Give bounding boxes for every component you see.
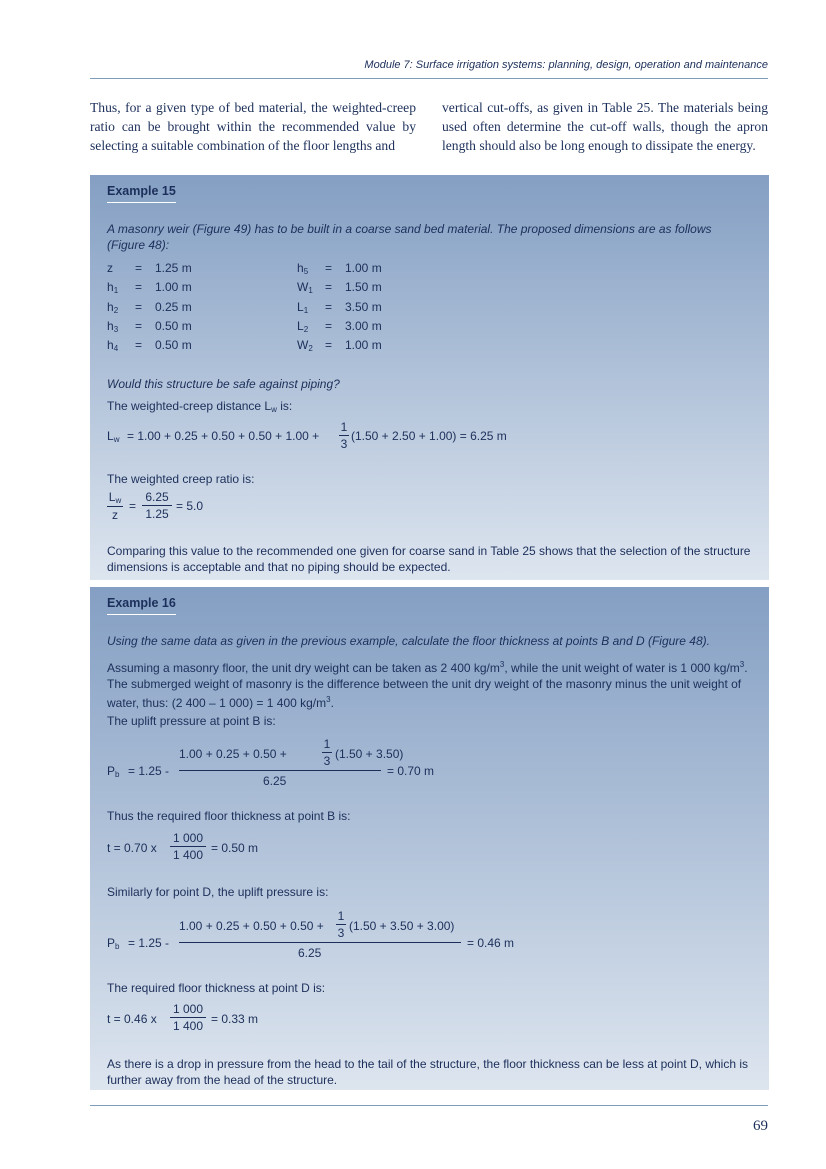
variable-row <box>297 261 382 276</box>
example-16-box <box>90 587 769 1090</box>
pb-third-fraction: $\frac{1}{3}$ <box>323 737 331 768</box>
variable-name: h <box>107 280 114 295</box>
variable-symbol <box>107 280 135 295</box>
variable-equals: = <box>325 261 333 275</box>
footer-rule <box>90 1105 768 1106</box>
variable-subscript: 1 <box>303 305 309 315</box>
variable-value: 1.00 m <box>155 280 192 295</box>
variable-symbol <box>107 261 135 276</box>
pd-denominator: 6.25 <box>298 946 322 960</box>
variable-value: 3.00 m <box>345 318 382 333</box>
intro-column-right: vertical cut-offs, as given in Table 25. The materials being used often determine the cut-off walls, though the apron length should also be long enough to dissipate the energy. <box>442 100 768 153</box>
variable-name: z <box>107 261 113 275</box>
variable-row <box>107 261 192 276</box>
example-16-title: Example 16 <box>107 596 176 615</box>
variable-name: h <box>107 338 114 353</box>
thickness-d-label: The required floor thickness at point D is: <box>107 981 326 995</box>
variable-subscript: 2 <box>113 305 119 315</box>
variable-equals: = <box>135 338 143 353</box>
header-text: Module 7: Surface irrigation systems: planning, design, operation and maintenance <box>364 59 768 71</box>
variable-row <box>297 280 382 295</box>
variable-symbol <box>107 338 135 353</box>
variable-equals: = <box>135 318 143 333</box>
variable-equals: = <box>325 299 333 314</box>
variable-row <box>107 319 192 334</box>
ratio-equals: = <box>129 499 137 513</box>
uplift-d-label: Similarly for point D, the uplift pressure is: <box>107 885 329 899</box>
variable-row <box>297 319 382 334</box>
variable-value: 0.50 m <box>155 338 192 353</box>
variable-subscript: 1 <box>308 286 313 296</box>
pd-minus: = 1.25 - <box>128 936 170 950</box>
variable-value: 1.00 m <box>345 261 382 275</box>
example-15-title: Example 15 <box>107 184 176 203</box>
variable-equals: = <box>325 280 333 295</box>
uplift-b-label: The uplift pressure at point B is: <box>107 714 276 728</box>
tb-result: = 0.50 m <box>211 841 259 855</box>
example-15-question: A masonry weir (Figure 49) has to be built in a coarse sand bed material. The proposed dimensions are as follows (Figure 48): <box>107 222 712 252</box>
td-result: = 0.33 m <box>211 1012 259 1026</box>
variable-value: 0.50 m <box>155 318 192 333</box>
variable-equals: = <box>325 318 333 333</box>
pd-lhs: $P_b$ <box>107 936 120 951</box>
td-lhs: t = 0.46 x <box>107 1012 157 1026</box>
variable-equals: = <box>135 280 143 295</box>
example-16-question: Using the same data as given in the previous example, calculate the floor thickness at points B and D (Figure 48). <box>107 634 710 648</box>
ratio-fraction-symbolic: $\frac{L_w}{z}$ <box>108 490 122 522</box>
variable-value: 1.25 m <box>155 261 192 275</box>
td-fraction: $\frac{1 000}{1 400}$ <box>170 1002 206 1033</box>
variable-subscript: 5 <box>303 267 309 276</box>
variable-name: W <box>297 338 309 353</box>
creep-equation-lhs: $L_w$ <box>107 429 120 444</box>
variable-subscript: 2 <box>303 324 309 334</box>
pb-result: = 0.70 m <box>387 764 435 778</box>
ratio-fraction-numeric: $\frac{6.25}{1.25}$ <box>142 490 172 521</box>
pd-fraction-bar <box>179 942 461 943</box>
pb-denominator: 6.25 <box>263 774 287 788</box>
variable-symbol <box>107 319 135 334</box>
variable-name: L <box>297 299 304 314</box>
variable-value: 1.50 m <box>345 280 382 295</box>
pb-numerator-a: 1.00 + 0.25 + 0.50 + <box>179 747 287 761</box>
variable-symbol <box>297 261 325 276</box>
variable-name: h <box>107 318 114 333</box>
example-16-paragraph: Assuming a masonry floor, the unit dry weight can be taken as 2 400 $kg/m^3$, while the unit weight of water is 1 000 $kg/m^3$. The submerged weight of masonry is the difference between the unit dry weight of the masonry minus the unit weight of water, thus: (2 400 – 1 000) = 1 400 $kg/m^3$. <box>107 660 748 710</box>
variable-symbol <box>107 300 135 315</box>
variable-subscript: 4 <box>113 344 119 354</box>
variable-subscript: 1 <box>113 286 119 296</box>
variable-row <box>107 300 192 315</box>
example-15-conclusion: Comparing this value to the recommended one given for coarse sand in Table 25 shows that the selection of the structure dimensions is acceptable and that no piping should be expected. <box>107 544 751 574</box>
variable-row <box>107 280 192 295</box>
pb-numerator-b: (1.50 + 3.50) <box>335 747 404 761</box>
creep-equation-expr: = 1.00 + 0.25 + 0.50 + 0.50 + 1.00 + <box>127 429 320 443</box>
variable-symbol <box>297 319 325 334</box>
variable-value: 1.00 m <box>345 338 382 353</box>
variable-equals: = <box>325 338 333 353</box>
creep-ratio-label: The weighted creep ratio is: <box>107 472 255 486</box>
example-16-conclusion: As there is a drop in pressure from the head to the tail of the structure, the floor thickness can be less at point D, which is further away from the head of the structure. <box>107 1057 748 1087</box>
variable-value: 0.25 m <box>155 299 192 314</box>
tb-fraction: $\frac{1 000}{1 400}$ <box>170 831 206 862</box>
tb-lhs: t = 0.70 x <box>107 841 157 855</box>
variable-name: h <box>107 299 114 314</box>
creep-fraction: $\frac{1}{3}$ <box>340 420 348 451</box>
variable-name: h <box>297 261 304 275</box>
variable-symbol <box>297 338 325 353</box>
ratio-result: = 5.0 <box>176 499 204 513</box>
variable-row <box>297 338 382 353</box>
pb-fraction-bar <box>179 770 381 771</box>
example-15-question-2: Would this structure be safe against piping? <box>107 377 340 391</box>
page-number: 69 <box>753 1118 768 1134</box>
thickness-b-label: Thus the required floor thickness at point B is: <box>107 809 351 823</box>
variable-symbol <box>297 280 325 295</box>
variable-subscript: 3 <box>113 324 119 334</box>
pd-third-fraction: $\frac{1}{3}$ <box>337 909 345 940</box>
variable-row <box>297 300 382 315</box>
creep-equation-expr-2: (1.50 + 2.50 + 1.00) = 6.25 m <box>351 429 507 443</box>
variable-value: 3.50 m <box>345 299 382 314</box>
example-15-box <box>90 175 769 580</box>
variable-equals: = <box>135 261 143 275</box>
intro-column-left: Thus, for a given type of bed material, the weighted-creep ratio can be brought within the recommended value by selecting a suitable combination of the floor lengths and <box>90 100 416 153</box>
pb-lhs: $P_b$ <box>107 764 120 779</box>
pd-numerator-b: (1.50 + 3.50 + 3.00) <box>349 919 455 933</box>
pd-result: = 0.46 m <box>467 936 515 950</box>
creep-distance-label: The weighted-creep distance $L_w$ is: <box>107 399 293 414</box>
variable-row <box>107 338 192 353</box>
variable-symbol <box>297 300 325 315</box>
variable-equals: = <box>135 299 143 314</box>
variable-name: W <box>297 280 309 295</box>
running-header <box>90 56 768 79</box>
pd-numerator-a: 1.00 + 0.25 + 0.50 + 0.50 + <box>179 919 324 933</box>
pb-minus: = 1.25 - <box>128 764 170 778</box>
variable-subscript: 2 <box>308 344 313 354</box>
variable-name: L <box>297 318 304 333</box>
